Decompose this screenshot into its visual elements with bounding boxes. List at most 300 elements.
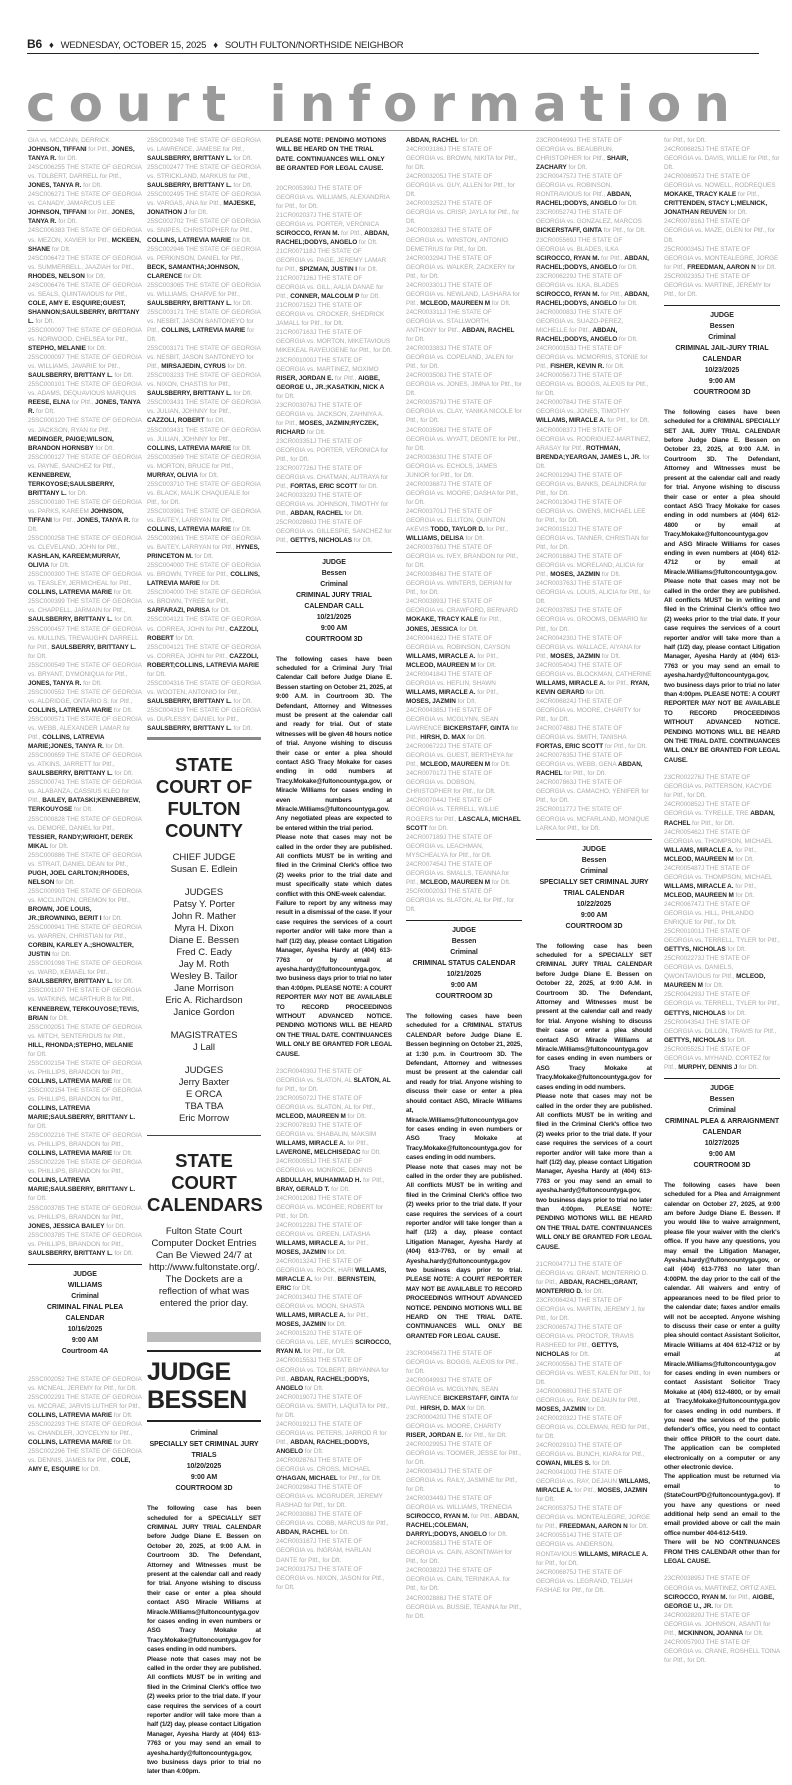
case-number: 25SC004319: [147, 706, 186, 714]
case-caption: THE STATE OF GEORGIA vs. WINSTON, ANTONIO DEMETRIUS: [406, 227, 509, 253]
dft-attorney: HILL, RHONDA;STEPHO, MELANIE: [28, 1041, 134, 1049]
divider: [536, 839, 652, 840]
notice-heading: Bessen: [451, 938, 477, 946]
dft-attorney: GETTYS, NICHOLAS: [664, 1009, 726, 1017]
docket-entry: 25SC003569 THE STATE OF GEORGIA vs. MORTON, BRUCE for Pltf., MURRAY, OLIVIA for Dft.: [147, 453, 261, 479]
case-number: 24CR005404J: [536, 661, 578, 669]
docket-entry: 25SC003961 THE STATE OF GEORGIA vs. BAITEY, LARRYAN for Pltf., HYNES, PRINCETON M. for Dft.: [147, 535, 261, 561]
docket-entry: 21CR007163J THE STATE OF GEORGIA vs. MORTON, MIKETAVIOUS MIKEKEAL RAYEUGENE for Pltf., for Dft.: [276, 329, 393, 355]
case-number: 24CR003893J: [406, 598, 448, 606]
dft-attorney: FISHER, KEVIN R.: [550, 363, 605, 371]
notice-paragraph: Please note that cases may not be called in the order they are published. All conflicts MUST be in writing and filed in the Criminal Clerk's office two (2) weeks prior to the trial date. If your case requires the services of a court reporter and/or will take more than a half (1/2) day, please contact Litigation Manager, Ayesha Hardy at (404) 613-7763 or you may send an email to ayesha.hardy@fultoncountyga.gov, two business days prior to trial no later than 4:00pm. PLEASE NOTE: PENDING MOTIONS WILL BE HEARD ON THE TRIAL DATE. CONTINUANCES WILL ONLY BE GRANTED FOR LEGAL CAUSE.: [536, 1093, 652, 1251]
docket-entry: 24CR000784J THE STATE OF GEORGIA vs. JONES, TIMOTHY WILLAMS, MIRACLE A. for Pltf., for Dft.: [536, 399, 650, 425]
case-number: 24CR003449J: [406, 1495, 448, 1502]
case-number: 23CR006424J: [536, 1297, 578, 1305]
case-number: 24SC006476: [28, 281, 67, 289]
case-number: 24CR007454J: [406, 860, 448, 868]
docket-entry: 23CR007819J THE STATE OF GEORGIA vs. SHABALIN, MAKSIM WILLAMS, MIRACLE A. for Pltf., LAVERGNE, MELCHISEDAC for Dft.: [276, 1122, 381, 1157]
case-caption: THE STATE OF GEORGIA vs. WILLIAMS, ALEXANDRIA: [276, 184, 390, 201]
case-number: 24CR007816J: [664, 218, 706, 226]
docket-entry: 25SC002702 THE STATE OF GEORGIA vs. SNIPES, CHRISTOPHER for Pltf., COLLINS, LATREVIA MARIE for Dft.: [147, 218, 261, 244]
docket-entry: 24SC006271 THE STATE OF GEORGIA vs. CANADY, JAMARCUS LEE JOHNSON, TIFFANI for Pltf., JONES, TANYA R. for Dft.: [28, 191, 142, 226]
pltf-attorney: JOHNSON, TIFFANI: [28, 146, 87, 154]
pltf-attorney: BICKERSTAFF, GINTA: [443, 1395, 510, 1403]
docket-entry: 24CR004162J THE STATE OF GEORGIA vs. ROBINSON, CAYSON WILLAMS, MIRACLE A. for Pltf., MCLEOD, MAUREEN M for Dft.: [406, 634, 510, 669]
case-caption: THE STATE OF GEORGIA vs. WEST, KALEN: [536, 1360, 623, 1377]
roster-line: Patsy Y. Porter: [173, 899, 235, 911]
notice-body: [406, 1012, 522, 1341]
notice-heading: Bessen: [581, 856, 607, 864]
notice-heading: 10/20/2025: [186, 1463, 222, 1471]
dft-attorney: JONES, TANYA R.: [28, 399, 141, 416]
notice-paragraph: The following case has been scheduled for a SPECIALLY SET CRIMINAL JURY TRIAL CALENDAR before Judge Diane E. Bessen on October 22, 2025, at 9:00 A.M. in Courtroom 3D. The Defendant, Attorney and Witnesses must be present at the calendar call and ready for trial. Anyone wishing to discuss their case or enter a plea should contact ASG Miracle Williams at Miracle.Williams@fultoncountyga.gov for cases ending in even numbers or ASG Tracy Mokake at Tracy.Mokake@fultoncountyga.gov for cases ending in odd numbers.: [536, 942, 652, 1091]
docket-entry: 24CR007488J THE STATE OF GEORGIA vs. SMITH, TANISHA FORTAS, ERIC SCOTT for Pltf., for Dft.: [536, 725, 647, 751]
dft-attorney: ABDAN, RACHEL;DODYS, ANGELO: [276, 229, 389, 246]
case-number: 25SC000097: [28, 326, 67, 334]
docket-entry: 25SC000101 THE STATE OF GEORGIA vs. ADAMS, DEQUAVIOUS MARQUIS REESE, ELNA for Pltf., JONES, TANYA R. for Dft.: [28, 381, 142, 416]
case-number: 25SC000180: [28, 498, 67, 506]
dft-attorney: TESSIER, RANDY;WRIGHT, DEREK MIKAL: [28, 833, 133, 850]
case-number: 25SC000549: [28, 661, 67, 669]
case-caption: THE STATE OF GEORGIA vs. NORWOOD, CHELSEA: [28, 326, 142, 344]
docket-entry: 25SC004121 THE STATE OF GEORGIA vs. CORREA, JOHN for Pltf., CAZZOLI, ROBERT;COLLINS, LATREVIA MARIE for Dft.: [147, 643, 261, 678]
docket-entry: 24CR003846J THE STATE OF GEORGIA vs. WINTERS, DERIAN for Pltf., for Dft.: [406, 571, 513, 597]
case-caption: THE STATE OF GEORGIA vs. BRYANT, DYMONIQUA: [28, 661, 142, 678]
case-number: 23CR005072J: [276, 1095, 318, 1103]
divider: [406, 920, 522, 921]
dft-attorney: JONES, TANYA R.: [28, 146, 135, 163]
case-number: 23CR006229J: [536, 272, 578, 280]
case-number: 25SC004000: [147, 589, 186, 597]
dft-attorney: RYAN, KEVIN GERARD: [536, 679, 650, 696]
notice-body: [276, 655, 392, 1059]
docket-entry: 24CR005514J THE STATE OF GEORGIA vs. ANDERSON, RONTAVIOUS WILLAMS, MIRACLE A. for Pltf., for Dft.: [536, 1532, 648, 1567]
dft-attorney: FREEDMAN, AARON N: [687, 263, 756, 271]
docket-entry: 24CR001921J THE STATE OF GEORGIA vs. PETERS, JARROD R for Pltf., ABDAN, RACHEL;DODYS, ANGELO for Dft.: [276, 1420, 387, 1455]
notice-paragraph: The following cases have been scheduled for a Criminal Jury Trial Calendar Call before Judge Diane E. Bessen starting on October 21, 2025, at 9:00 A.M. in Courtroom 3D. The Defendant, Attorney and Witnesses must be present at the calendar call and ready for trial. Out of state witnesses will be given 48 hours notice of trial. Anyone wishing to discuss their case or enter a plea should contact ASG Tracy Mokake for cases ending in odd numbers at Tracy.Mokake@fultoncountyga.gov, or Miracle Williams for cases ending in even numbers at Miracle.Williams@fultoncountyga.gov. Any negotiated pleas are expected to be entered within the trial period.: [276, 655, 392, 832]
docket-entry: 25SC002495 THE STATE OF GEORGIA vs. VARGAS, ANA for Pltf., MAJESKE, JONATHON J for Dft.: [147, 191, 261, 217]
pltf-attorney: ABDULLAH, MUHAMMAD H.: [276, 1176, 362, 1184]
case-caption: THE STATE OF GEORGIA vs. PHILLIPS, BRANDON: [28, 1231, 142, 1248]
case-number: 25SC002291: [28, 1393, 67, 1401]
case-caption: THE STATE OF GEORGIA vs. DILLON, TRAVIS: [664, 1018, 755, 1035]
docket-entry: 23CR004757J THE STATE OF GEORGIA vs. ROBINSON, RONTRAVIOUS for Pltf., ABDAN, RACHEL;DODYS, ANGELO for Dft.: [536, 173, 638, 208]
publication-name: SOUTH FULTON/NORTHSIDE NEIGHBOR: [224, 40, 404, 51]
case-caption: THE STATE OF GEORGIA vs. LEACHMAN, MYSCHEALYA: [406, 833, 493, 859]
roster-line: JUDGES: [184, 887, 224, 899]
case-number: 24CR003329J: [276, 492, 318, 500]
case-number: 25SC000101: [28, 381, 67, 389]
case-caption: THE STATE OF GEORGIA vs. ELLITON, QUINTON AKEVIS: [406, 507, 506, 534]
docket-entry: 24CR001324J THE STATE OF GEORGIA vs. ROCK, HARI WILLAMS, MIRACLE A. for Pltf., BERNSTEIN, ERIC for Dft.: [276, 1257, 387, 1293]
docket-entry: 25SC000828 THE STATE OF GEORGIA vs. DEMORE, DANIEL for Pltf., TESSIER, RANDY;WRIGHT, DEREK MIKAL for Dft.: [28, 815, 142, 850]
docket-entry: 25SC003785 THE STATE OF GEORGIA vs. PHILLIPS, BRANDON for Pltf., JONES, JESSICA BAILEY for Dft.: [28, 1204, 142, 1230]
case-caption: THE STATE OF GEORGIA vs. CHATMAN, AUTRAYA: [276, 465, 381, 482]
dft-attorney: MOSES, JAZMIN: [276, 1248, 326, 1256]
case-caption: THE STATE OF GEORGIA vs. PHILLIPS, BRANDON: [28, 1086, 142, 1103]
docket-entry: 23CR002276J THE STATE OF GEORGIA vs. PATTERSON, KACYDE for Pltf., for Dft.: [664, 774, 772, 800]
notice-heading: JUDGE: [73, 1270, 97, 1278]
docket-entry: 24CR007044J THE STATE OF GEORGIA vs. TERRELL, WILLIE ROGERS for Pltf., LASCALA, MICHAEL SCOTT for Dft.: [406, 797, 521, 832]
docket-entry: 25CR005525J THE STATE OF GEORGIA vs. MYHAND, CORTEZ for Pltf., MURPHY, DENNIS J for Dft.: [664, 1045, 771, 1071]
case-caption: THE STATE OF GEORGIA vs. ROCK, HARI: [276, 1257, 363, 1274]
case-number: 24CR007863J: [536, 779, 578, 787]
pltf-attorney: BICKERSTAFF, GINTA: [443, 725, 510, 733]
judge-bessen-heading: JUDGE BESSEN: [147, 1350, 261, 1422]
dft-attorney: COLLINS, LATREVIA MARIE;JONES, TANYA R.: [28, 734, 105, 751]
notice-heading: Criminal: [708, 1106, 736, 1114]
case-caption: THE STATE OF GEORGIA vs. PORTER, VERONICA: [276, 437, 381, 454]
docket-entry: 25SC000903 THE STATE OF GEORGIA vs. MCCLINTON, CREMON for Pltf., BROWN, JOE LOUIS, JR.;BROWNING, BERIT I for Dft.: [28, 887, 142, 923]
case-caption: THE STATE OF GEORGIA vs. JULIAN, JOHNNY: [147, 399, 261, 416]
dft-attorney: MOSES, JAZMIN: [406, 697, 456, 705]
dft-attorney: COLLINS, LATREVIA MARIE: [147, 236, 232, 244]
docket-entry: 24CR000551J THE STATE OF GEORGIA vs. MONROE, DENNIS ABDULLAH, MUHAMMAD H. for Pltf., BRAY, GERALD T. for Dft.: [276, 1158, 385, 1193]
pltf-attorney: WILLAMS, MIRACLE A.: [406, 688, 476, 696]
docket-entry: 25SC000180 THE STATE OF GEORGIA vs. PARKS, KAREEM JOHNSON, TIFFANI for Pltf., JONES, TANYA R. for Dft.: [28, 498, 142, 534]
dft-attorney: SAULSBERRY, BRITTANY L.: [51, 643, 136, 651]
docket-entry: 20CR005390J THE STATE OF GEORGIA vs. WILLIAMS, ALEXANDRIA for Pltf., for Dft.: [276, 184, 390, 210]
case-number: 24CR000567J: [536, 372, 578, 380]
docket-entry: 24CR002910J THE STATE OF GEORGIA vs. BUNCH, KIARA for Pltf., COWAN, MILES S. for Dft.: [536, 1441, 645, 1468]
docket-entry: 25SC001107 THE STATE OF GEORGIA vs. WATKINS, MCARTHUR B for Pltf., KENNEBREW, TERKOUYOSE;TEVIS, BRIAN for Dft.: [28, 987, 142, 1022]
docket-entry: 24CR004993J THE STATE OF GEORGIA vs. MCGLYNN, SEAN LAWRENCE BICKERSTAFF, GINTA for Pltf., HIRSH, D. MAX for Dft.: [406, 1377, 519, 1412]
dft-attorney: AIGBE, GEORGE U., JR.: [664, 1593, 775, 1610]
case-caption: THE STATE OF GEORGIA vs. MCGHEE, ROBERT: [276, 1194, 376, 1211]
case-caption: THE STATE OF GEORGIA vs. MEZON, XAVIER: [28, 227, 142, 244]
docket-entry: 24CR005790J THE STATE OF GEORGIA vs. CRANE, ROSHELL TOINA for Pltf., for Dft.: [664, 1638, 780, 1664]
case-number: 25SC002293: [28, 1421, 67, 1429]
case-caption: THE STATE OF GEORGIA vs. MAZE, GLEN: [664, 218, 751, 235]
docket-entry: 25SC002052 THE STATE OF GEORGIA vs. MCNEAL, JEREMY for Pltf., for Dft.: [28, 1375, 142, 1392]
dft-attorney: SAULSBERRY, BRITTANY L.: [28, 616, 113, 624]
docket-entry: 24CR003252J THE STATE OF GEORGIA vs. CRISP, JAYLA for Pltf., for Dft.: [406, 200, 520, 226]
roster-line: Jay M. Roth: [178, 959, 230, 971]
pltf-attorney: WILLAMS, MIRACLE A.: [276, 1267, 387, 1284]
case-caption: THE STATE OF GEORGIA vs. CAIN, TERINIKA A.: [406, 1567, 503, 1584]
docket-entry: 24CR003186J THE STATE OF GEORGIA vs. BROWN, NIKITA for Pltf., for Dft.: [406, 146, 518, 172]
case-number: 24CR007488J: [536, 725, 578, 733]
notice-paragraph: Please note that cases may not be called in the order they are published. All conflicts MUST be in writing and filed in the Criminal Clerk's office two (2) weeks prior to the trial date. If your case requires the services of a court reporter and/or will take longer than a half (1/2) a day, please contact Litigation Manager, Ayesha Hardy at (404) 613-7763, or by email at Ayesha.hardy@fultoncountyga.gov two business days prior to trial. PLEASE NOTE: A COURT REPORTER MAY NOT BE AVAILABLE TO RECORD PROCEEDINGS WITHOUT ADVANCED NOTICE. PENDING MOTIONS WILL BE HEARD ON THE TRIAL DATE. CONTINUANCES WILL ONLY BE GRANTED FOR LEGAL CAUSE.: [406, 1163, 522, 1340]
notice-heading: 10/27/2025: [704, 1139, 740, 1147]
case-number: 24CR001324J: [276, 1257, 318, 1265]
case-caption: THE STATE OF GEORGIA vs. TOLBERT, DARRELL: [28, 164, 142, 181]
case-caption: THE STATE OF GEORGIA vs. JULIAN, JOHNNY: [147, 426, 261, 443]
case-caption: THE STATE OF GEORGIA vs. JONES, JIMNA: [406, 372, 493, 389]
case-caption: THE STATE OF GEORGIA vs. PHILLIPS, BRANDON: [28, 1132, 142, 1149]
case-caption: THE STATE OF GEORGIA vs. GREEN, LATASHA: [276, 1221, 370, 1238]
case-caption: THE STATE OF GEORGIA vs. NESBIT, JASON SANTONEYO: [147, 345, 261, 362]
case-caption: THE STATE OF GEORGIA vs. SHABALIN, MAKSIM: [276, 1122, 377, 1139]
case-number: 25SC000903: [28, 887, 67, 895]
case-number: 24CR004162J: [406, 634, 448, 642]
section-title: court information: [26, 75, 743, 133]
case-number: 21CR004771J: [536, 1261, 578, 1269]
state-court-heading: STATE COURT OF FULTON COUNTY: [155, 754, 253, 842]
dft-attorney: CORBIN, KARLEY A.;SHOWALTER, JUSTIN: [28, 942, 134, 959]
case-number: 24SC006271: [28, 191, 67, 199]
case-number: 24CR000837J: [536, 426, 578, 434]
docket-entry: 24CR003383J THE STATE OF GEORGIA vs. COPELAND, JALEN for Pltf., for Dft.: [406, 345, 514, 371]
docket-entry: 25SC004000 THE STATE OF GEORGIA vs. BROWN, TYREE for Pltf., COLLINS, LATREVIA MARIE for Dft.: [147, 562, 261, 588]
divider: [664, 1078, 780, 1079]
case-number: 24CR002820J: [664, 1611, 706, 1619]
docket-entry: 24CR004230J THE STATE OF GEORGIA vs. WALLACE, AIYANA for Pltf., MOSES, JAZMIN for Dft.: [536, 634, 641, 660]
docket-entry: 21CR004771J THE STATE OF GEORGIA vs. GRANT, MONTERRIO D. for Pltf., ABDAN, RACHEL;GRANT, MONTERRIO D. for Dft.: [536, 1261, 649, 1296]
docket-entry: 23CR004699J THE STATE OF GEORGIA vs. BEAUBRUN, CHRISTOPHER for Pltf., SHAIR, ZACHARY for Dft.: [536, 137, 629, 172]
case-number: 24CR006875J: [536, 1568, 578, 1576]
dft-attorney: SHAIR, ZACHARY: [536, 155, 629, 172]
dft-attorney: MCLEOD, MAUREEN M: [664, 973, 766, 990]
notice-paragraph: Please note that cases may not be called in the order they are published. All conflicts MUST be in writing and filed in the Criminal Clerk's office two (2) weeks prior to the trial date. If your case requires the services of a court reporter and/or will take more than a half (1/2) day, please contact Litigation Manager, Ayesha Hardy at (404) 613-7763 or you may send an email to ayesha.hardy@fultoncountyga.gov, two business days prior to trial no later than 4:00pm.: [147, 1655, 261, 1776]
docket-entry: 25CR004293J THE STATE OF GEORGIA vs. TERRELL, TYLER for Pltf., GETTYS, NICHOLAS for Dft.: [664, 991, 780, 1017]
docket-entry: 24CR003283J THE STATE OF GEORGIA vs. WINSTON, ANTONIO DEMETRIUS for Pltf., for Dft.: [406, 227, 509, 253]
case-number: 23CR003351J: [276, 437, 318, 445]
dft-attorney: ABDAN, RACHEL;DODYS, ANGELO: [536, 254, 649, 271]
docket-entry: 23CR005274J THE STATE OF GEORGIA vs. GONZALEZ, MARCOS BICKERSTAFF, GINTA for Pltf., for Dft.: [536, 209, 646, 235]
case-number: 24CR000680J: [536, 1387, 578, 1395]
dft-attorney: BAILEY, BATASKI;KENNEBREW, TERKOUYOSE: [28, 797, 141, 814]
case-number: 24CR006722J: [406, 743, 448, 751]
page-header: [27, 38, 759, 54]
docket-entry: 25SC004319 THE STATE OF GEORGIA vs. DUPLESSY, DANIEL for Pltf., SAULSBERRY, BRITTANY L. for Dft.: [147, 706, 261, 733]
notice-heading: Criminal: [190, 1430, 218, 1438]
case-caption: THE STATE OF GEORGIA vs. NESBIT, JASON SANTONEYO: [147, 308, 261, 325]
case-number: 24SC006472: [28, 254, 67, 262]
case-number: 21CR002037J: [276, 211, 318, 219]
dft-attorney: COLE, AMY E, ESQUIRE: [28, 1457, 131, 1474]
case-caption: THE STATE OF GEORGIA vs. STRAIT, DANIEL DEAN: [28, 851, 142, 868]
case-number: 25CR002273J: [664, 955, 706, 963]
docket-entry: 25SC000097 THE STATE OF GEORGIA vs. WILLIAMS, JAVARIE for Pltf., SAULSBERRY, BRITTANY L. for Dft.: [28, 354, 142, 380]
notice-heading: Bessen: [709, 1095, 735, 1103]
case-caption: THE STATE OF GEORGIA vs. NEWLAND, LASHARA: [406, 281, 513, 298]
pltf-attorney: ABDAN, RACHEL: [664, 810, 775, 827]
case-number: 24CR001340J: [276, 1294, 318, 1302]
case-number: 20CR005390J: [276, 184, 318, 192]
case-number: 25SC000457: [28, 625, 67, 633]
case-caption: THE STATE OF GEORGIA vs. SMITH, LAQUITA: [276, 1393, 368, 1410]
case-caption: THE STATE OF GEORGIA vs. CORREA, JOHN: [147, 616, 261, 633]
case-caption: THE STATE OF GEORGIA vs. GRANT, MONTERRIO D.: [536, 1261, 649, 1278]
case-caption: THE STATE OF GEORGIA vs. MONTEALEGRE, JORGE: [664, 245, 779, 262]
roster-line: CHIEF JUDGE: [172, 852, 236, 864]
docket-entry: 24CR006747J THE STATE OF GEORGIA vs. HILL, PHILANDO ENRIQUE for Pltf., for Dft.: [664, 900, 754, 927]
docket-entry: 24CR003701J THE STATE OF GEORGIA vs. ELLITON, QUINTON AKEVIS TODD, TAYLOR D. for Pltf., WILLIAMS, DELISA for Dft.: [406, 507, 508, 543]
case-number: 25SC002154: [28, 1086, 67, 1094]
case-caption: THE STATE OF GEORGIA vs. RAY, DEJAUN: [536, 1387, 623, 1404]
docket-entry: 24CR002876J THE STATE OF GEORGIA vs. CROSS, MICHAEL O'HAGAN, MICHAEL for Pltf., for Dft.: [276, 1456, 382, 1483]
pltf-attorney: WILLAMS, MIRACLE A.: [536, 1478, 650, 1495]
docket-entry: 25SC000258 THE STATE OF GEORGIA vs. CLEVELAND, JOHN for Pltf., KASHLAN, KAREEM;MURRAY, OLIVIA for Dft.: [28, 535, 142, 570]
case-number: 25CR004293J: [664, 991, 706, 999]
case-number: 23CR000420J: [406, 1413, 448, 1421]
case-caption: THE STATE OF GEORGIA vs. WALKER, ZACKERY: [406, 254, 508, 271]
dft-attorney: ABDAN, RACHEL: [406, 137, 459, 144]
dft-attorney: ABDAN, RACHEL;DODYS, ANGELO: [536, 290, 649, 307]
case-caption: THE STATE OF GEORGIA vs. WEBB, ALEXANDER LAMAR: [28, 716, 142, 733]
case-number: 24CR003763J: [536, 580, 578, 588]
docket-entry: 23CR007726J THE STATE OF GEORGIA vs. CHATMAN, AUTRAYA for Pltf., FORTAS, ERIC SCOTT for Dft.: [276, 465, 389, 491]
case-caption: THE STATE OF GEORGIA vs. THOMPSON, MICHAEL: [664, 864, 773, 881]
dft-attorney: COLLINS, LATREVIA MARIE: [147, 444, 232, 452]
case-number: 23CR002276J: [664, 774, 706, 782]
case-caption: THE STATE OF GEORGIA vs. SNIPES, CHRISTOPHER: [147, 218, 261, 235]
case-number: 25SC003065: [147, 281, 186, 289]
calendars-heading: STATE COURT CALENDARS: [147, 1150, 263, 1216]
case-number: 25SC002946: [147, 245, 186, 253]
case-caption: THE STATE OF GEORGIA vs. MYHAND, CORTEZ: [664, 1045, 764, 1062]
case-number: 24CR003167J: [276, 1538, 318, 1546]
case-caption: THE STATE OF GEORGIA vs. MCMORRIS, STONIE: [536, 345, 641, 362]
case-caption: THE STATE OF GEORGIA vs. HILL, PHILANDO ENRIQUE: [664, 900, 754, 927]
case-caption: THE STATE OF GEORGIA vs. TERRELL, TYLER: [664, 928, 759, 945]
spacer: [147, 1054, 261, 1065]
dft-attorney: SAULSBERRY, BRITTANY L.: [147, 725, 232, 733]
docket-entry: 23CR004030J THE STATE OF GEORGIA vs. SLATON, AL SLATON, AL for Pltf., for Dft.: [276, 1067, 391, 1094]
pltf-attorney: WILLAMS, MIRACLE A.: [664, 846, 734, 854]
docket-entry: 24CR006957J THE STATE OF GEORGIA vs. NOWELL, RODREQUES MOKAKE, TRACY KALE for Pltf., CRITTENDEN, STACY L;MELNICK, JONATHAN REUVEN for Dft.: [664, 173, 776, 217]
case-caption: THE STATE OF GEORGIA vs. BROWN, TYREE: [147, 589, 261, 606]
docket-entry: 24CR003822J THE STATE OF GEORGIA vs. CAIN, TERINIKA A. for Pltf., for Dft.: [406, 1567, 511, 1593]
pltf-attorney: WILLAMS, MIRACLE A.: [536, 679, 606, 687]
docket-entry: 24CR000567J THE STATE OF GEORGIA vs. BOGGS, ALEXIS for Pltf., for Dft.: [536, 372, 649, 398]
case-number: 24CR003383J: [406, 345, 448, 353]
pltf-attorney: RISER, JORDAN E.: [406, 1431, 464, 1439]
docket-entry: 24CR007816J THE STATE OF GEORGIA vs. MAZE, GLEN for Pltf., for Dft.: [664, 218, 776, 244]
roster-line: Diane E. Bessen: [168, 935, 239, 947]
case-caption: THE STATE OF GEORGIA vs. PHILLIPS, BRANDON: [28, 1159, 142, 1176]
case-number: 24CR003301J: [406, 281, 448, 289]
dft-attorney: FORTAS, ERIC SCOTT: [290, 483, 358, 491]
dft-attorney: MAJESKE, JONATHON J: [147, 200, 256, 217]
docket-entry: 23CR003895J THE STATE OF GEORGIA vs. MARTINEZ, ORTIZ AXEL SCIROCCO, RYAN M. for Pltf., AIGBE, GEORGE U., JR. for Dft.: [664, 1575, 777, 1610]
docket-entry: 24CR001520J THE STATE OF GEORGIA vs. LEE, MYLES SCIROCCO, RYAN M. for Pltf., for Dft.: [276, 1330, 391, 1356]
notice-heading: COURTROOM 3D: [693, 388, 751, 396]
case-number: 24CR004230J: [536, 634, 578, 642]
dft-attorney: COLLINS, LATREVIA MARIE: [28, 1150, 113, 1158]
notice-heading: Bessen: [321, 569, 347, 577]
docket-entry: 24SC006476 THE STATE OF GEORGIA vs. SEALS, QUINTAVIOUS for Pltf., COLE, AMY E. ESQUIRE;GUEST, SHANNON;SAULSBERRY, BRITTANY L. for Dft.: [28, 281, 142, 325]
case-number: 24CR005462J: [664, 828, 706, 836]
case-number: 24CR002995J: [406, 1440, 448, 1448]
pltf-attorney: REESE, ELNA: [28, 399, 71, 407]
case-number: 24CR007635J: [536, 752, 578, 760]
case-number: 24CR003785J: [536, 607, 578, 615]
case-number: 25SC002495: [147, 191, 186, 199]
notice-paragraph: The following cases have been scheduled for a CRIMINAL STATUS CALENDAR before Judge Diane E. Bessen beginning on October 21, 2025, at 1:30 p.m. in Courtroom 3D. The Defendant, Attorney and witnesses must be present at the calendar call and ready for trial. Anyone wishing to discuss their case or enter a plea should contact ASG, Miracle Williams at, Miracle.Williams@fultoncountyga.gov for cases ending in even numbers or ASG Tracy Mokake at Tracy.Mokake@fultoncountyga.gov for cases ending in odd numbers.: [406, 1013, 522, 1162]
docket-entry: 25SC002348 THE STATE OF GEORGIA vs. LAWRENCE, JAMESE for Pltf., SAULSBERRY, BRITTANY L. for Dft.: [147, 137, 261, 163]
case-caption: THE STATE OF GEORGIA vs. JOHNSON, TIMOTHY: [276, 492, 381, 509]
docket-entry: 25SC000659 THE STATE OF GEORGIA vs. ATKINS, JARRETT for Pltf., SAULSBERRY, BRITTANY L. for Dft.: [28, 752, 142, 778]
case-number: 23CR005274J: [536, 209, 578, 217]
docket-entry: 25SC000457 THE STATE OF GEORGIA vs. MULLINS, TREVAUGHN DARRELL for Pltf., SAULSBERRY, BRITTANY L. for Dft.: [28, 625, 142, 660]
notice-heading: JUDGE: [322, 558, 346, 566]
case-caption: THE STATE OF GEORGIA vs. BUNCH, KIARA: [536, 1441, 623, 1458]
docket-entry: 25SC000571 THE STATE OF GEORGIA vs. WEBB, ALEXANDER LAMAR for Pltf., COLLINS, LATREVIA MARIE;JONES, TANYA R. for Dft.: [28, 716, 142, 751]
case-caption: THE STATE OF GEORGIA vs. MARTIN, JEREMY J.: [536, 1297, 638, 1314]
notice-heading: 10/23/2025: [704, 366, 740, 374]
dft-attorney: CRITTENDEN, STACY L;MELNICK, JONATHAN REUVEN: [664, 200, 768, 217]
docket-entry: 25CR004354J THE STATE OF GEORGIA vs. DILLON, TRAVIS for Pltf., GETTYS, NICHOLAS for Dft.: [664, 1018, 777, 1044]
docket-entry: 24CR002995J THE STATE OF GEORGIA vs. TOOMER, JESSE for Pltf., for Dft.: [406, 1440, 521, 1466]
case-number: 24SC006255: [28, 164, 67, 172]
case-number: 25SC003961: [147, 507, 186, 515]
docket-entry: 25SC002291 THE STATE OF GEORGIA vs. MCCRAE, JARVIS LUTHER for Pltf., COLLINS, LATREVIA MARIE for Dft.: [28, 1393, 142, 1419]
case-number: 25CR000203J: [406, 887, 448, 895]
case-number: 25SC002477: [147, 164, 186, 172]
dft-attorney: COLLINS, LATREVIA MARIE;SAULSBERRY, BRITTANY L.: [28, 1177, 136, 1194]
case-caption: THE STATE OF GEORGIA vs. SLATON, AL: [276, 1095, 363, 1112]
case-number: 25CR002335J: [664, 272, 706, 280]
docket-entry: 21CR007126J THE STATE OF GEORGIA vs. GILL, AALIA DANAE for Pltf., CONNER, MALCOLM P for Dft.: [276, 275, 384, 301]
notice-heading: Criminal: [71, 1292, 99, 1300]
case-number: 25CR000345J: [664, 245, 706, 253]
case-number: 24CR000852J: [664, 801, 706, 809]
dft-attorney: ABDAN, RACHEL;DODYS, ANGELO: [276, 1438, 370, 1455]
case-number: 24CR003186J: [406, 146, 448, 154]
dft-attorney: KENNEBREW, TERKOUYOSE;TEVIS, BRIAN: [28, 1005, 139, 1022]
docket-entry: 24CR003431J THE STATE OF GEORGIA vs. RAILY, JASMINE for Pltf., for Dft.: [406, 1467, 518, 1493]
case-caption: THE STATE OF GEORGIA vs. PROCTOR, TRAVIS RASHEED: [536, 1324, 634, 1350]
dft-attorney: SAULSBERRY, BRITTANY L.: [147, 697, 232, 705]
docket-entry: 25SC000127 THE STATE OF GEORGIA vs. PAYNE, SANCHEZ for Pltf., KENNEBREW, TERKOYOSE;SAULSBERRY, BRITTANY L. for Dft.: [28, 453, 142, 497]
docket-entry: 25SC003785 THE STATE OF GEORGIA vs. PHILLIPS, BRANDON for Pltf., SAULSBERRY, BRITTANY L. for Dft.: [28, 1231, 142, 1257]
docket-entry: 25CR001177J THE STATE OF GEORGIA vs. MCFARLAND, MONIQUE LARKA for Pltf., for Dft.: [536, 806, 650, 832]
case-caption: THE STATE OF GEORGIA vs. SMITH, TANISHA: [536, 725, 627, 742]
roster-line: E ORCA: [185, 1089, 223, 1101]
case-number: 24CR004184J: [406, 670, 448, 678]
dft-attorney: COLLINS, LATREVIA MARIE: [28, 1412, 113, 1419]
dft-attorney: JONES, JESSICA: [406, 625, 458, 633]
notice-paragraph: There will be NO CONTINUANCES FROM THIS CALENDAR other than for LEGAL CAUSE.: [664, 1539, 780, 1566]
case-number: 25SC000886: [28, 851, 67, 859]
case-number: 24CR006957J: [664, 173, 706, 181]
case-caption: THE STATE OF GEORGIA vs. ROBINSON, CAYSON: [406, 634, 510, 651]
case-caption: THE STATE OF GEORGIA vs. WYATT, DEONTE: [406, 426, 499, 443]
case-number: 23CR003076J: [276, 401, 318, 409]
case-caption: THE STATE OF GEORGIA vs. PARKS, KAREEM: [28, 498, 142, 515]
case-caption: THE STATE OF GEORGIA vs. BAITEY, LARRYAN: [147, 535, 261, 552]
case-number: 25CR001177J: [536, 806, 578, 814]
case-number: 24CR005790J: [664, 1638, 706, 1646]
notice-paragraph: Failure to report by any witness may result in a dismissal of the case. If your case requires the services of a court reporter and/or will take more than a half (1/2) day, please contact Litigation Manager, Ayesha Hardy at (404) 613-7763 or by email at ayesha.hardy@fultoncountyga.gov, two business days prior to trial no later than 4:00pm. PLEASE NOTE: A COURT REPORTER MAY NOT BE AVAILABLE TO RECORD PROCEEDINGS WITHOUT ADVANCED NOTICE. PENDING MOTIONS WILL BE HEARD ON THE TRIAL DATE. CONTINUANCES WILL ONLY BE GRANTED FOR LEGAL CAUSE.: [276, 900, 392, 1058]
case-caption: THE STATE OF GEORGIA vs. CLAY, YANIKA NICOLE: [406, 399, 515, 416]
calendar-notice: [406, 920, 522, 1341]
case-number: 24CR003311J: [406, 308, 448, 316]
roster-line: Janice Gordon: [173, 1007, 235, 1019]
docket-entry: 25SC000097 THE STATE OF GEORGIA vs. NORWOOD, CHELSEA for Pltf., STEPHO, MELANIE for Dft.: [28, 326, 142, 353]
case-number: 24CR005514J: [536, 1532, 578, 1540]
case-caption: THE STATE OF GEORGIA vs. BEAUBRUN, CHRISTOPHER: [536, 137, 623, 163]
divider: [664, 305, 780, 306]
dft-attorney: CONNER, MALCOLM P: [290, 293, 360, 301]
case-caption: THE STATE OF GEORGIA vs. GROOMS, DEMARIO: [536, 607, 641, 624]
notice-heading: JUDGE: [710, 1084, 734, 1092]
case-number: 24CR002984J: [276, 1484, 318, 1492]
case-caption: THE STATE OF GEORGIA vs. VARGAS, ANA: [147, 191, 261, 208]
notice-heading: Courtroom 4A: [61, 1347, 109, 1355]
pltf-attorney: WILLAMS, MIRACLE A.: [536, 417, 606, 425]
docket-entry: 21CR007118J THE STATE OF GEORGIA vs. PAGE, JEREMY LAMAR for Pltf., SPIZMAN, JUSTIN I for Dft.: [276, 247, 387, 274]
case-caption: THE STATE OF GEORGIA vs. BROWN, TYREE: [147, 562, 261, 579]
calendar-notice: [28, 1264, 142, 1367]
case-number: 25CR004354J: [664, 1018, 706, 1026]
notice-heading: 9:00 AM: [580, 911, 608, 919]
case-caption: THE STATE OF GEORGIA vs. SLATON, AL: [406, 887, 493, 904]
docket-entry: 21CR007152J THE STATE OF GEORGIA vs. CROCKER, SHEDRICK JAMALL for Pltf., for Dft.: [276, 302, 385, 328]
roster-line: John R. Mather: [171, 911, 237, 923]
